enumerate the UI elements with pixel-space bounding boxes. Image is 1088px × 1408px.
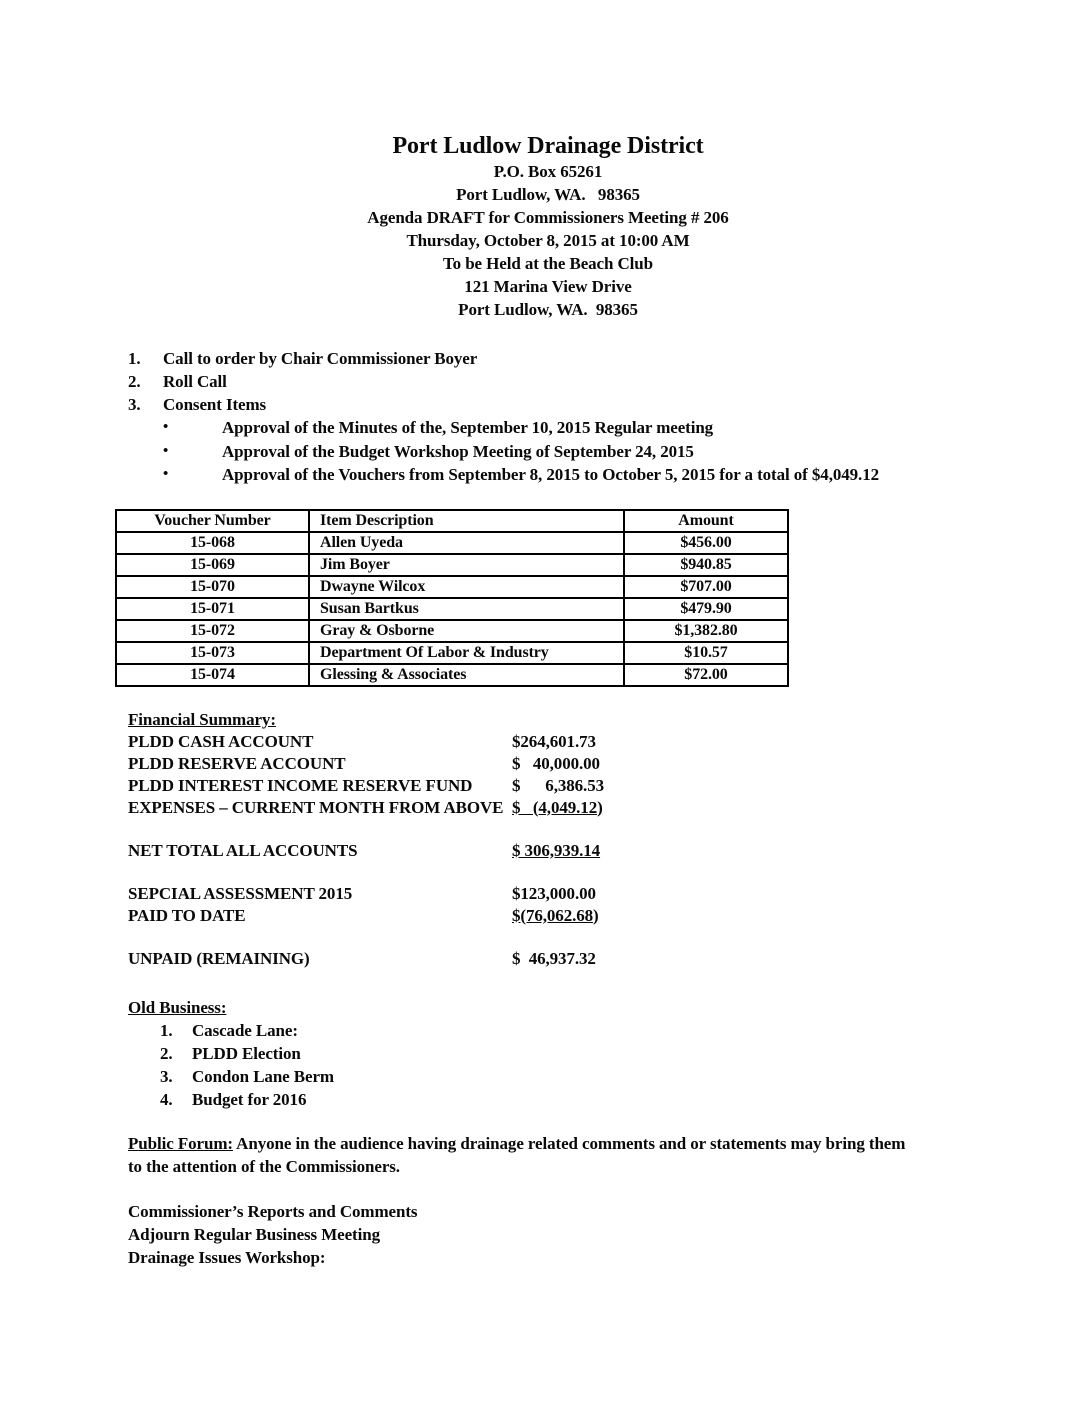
financial-summary-heading: Financial Summary:: [128, 709, 276, 729]
amount-cell: $479.90: [624, 598, 788, 620]
table-row: [116, 532, 788, 554]
agenda-item-text: Roll Call: [163, 372, 227, 391]
public-forum-text: Anyone in the audience having drainage related comments and or statements may bring them to the attention of the Commissioners.: [128, 1133, 906, 1176]
closing-lines: [128, 1200, 968, 1269]
voucher-number-cell: 15-069: [116, 554, 309, 576]
amount-cell: $1,382.80: [624, 620, 788, 642]
document-header: [128, 133, 968, 321]
consent-bullet-item: [128, 440, 968, 464]
table-row: [116, 554, 788, 576]
table-row: [116, 576, 788, 598]
city-state-zip-line-2: Port Ludlow, WA. 98365: [458, 300, 638, 319]
old-business-section: [128, 996, 968, 1111]
financial-row: [128, 840, 968, 862]
financial-row: [128, 775, 968, 797]
financial-row: [128, 753, 968, 775]
item-description-cell: Jim Boyer: [309, 554, 624, 576]
item-description-cell: Gray & Osborne: [309, 620, 624, 642]
financial-value: $ 46,937.32: [512, 948, 596, 968]
agenda-item-number: 1.: [128, 349, 141, 368]
financial-summary: [128, 709, 968, 970]
closing-line-commissioners-reports: Commissioner’s Reports and Comments: [128, 1201, 418, 1221]
financial-label: PLDD RESERVE ACCOUNT: [128, 753, 346, 773]
financial-label: NET TOTAL ALL ACCOUNTS: [128, 840, 358, 860]
voucher-table-header-row: [116, 510, 788, 532]
item-description-cell: Dwayne Wilcox: [309, 576, 624, 598]
table-row: [116, 620, 788, 642]
agenda-item-list: [128, 347, 968, 416]
financial-row: [128, 797, 968, 819]
public-forum-heading: Public Forum:: [128, 1133, 233, 1153]
agenda-item: [128, 370, 968, 393]
old-business-item-text: PLDD Election: [192, 1043, 301, 1063]
consent-bullet-text: Approval of the Budget Workshop Meeting of September 24, 2015: [222, 441, 694, 461]
old-business-list: [128, 1019, 968, 1111]
financial-label: PLDD CASH ACCOUNT: [128, 731, 314, 751]
voucher-number-cell: 15-068: [116, 532, 309, 554]
old-business-item: [128, 1042, 968, 1065]
financial-row: [128, 948, 968, 970]
financial-value: $ 40,000.00: [512, 753, 600, 773]
closing-line-drainage-workshop: Drainage Issues Workshop:: [128, 1247, 326, 1267]
voucher-number-cell: 15-072: [116, 620, 309, 642]
city-state-zip-line: Port Ludlow, WA. 98365: [456, 185, 640, 204]
amount-cell: $456.00: [624, 532, 788, 554]
old-business-heading: Old Business:: [128, 997, 227, 1017]
consent-bullet-text: Approval of the Minutes of the, September 10, 2015 Regular meeting: [222, 418, 714, 437]
old-business-item-text: Cascade Lane:: [192, 1020, 298, 1040]
closing-line-adjourn: Adjourn Regular Business Meeting: [128, 1224, 380, 1244]
old-business-item-number: 3.: [160, 1066, 173, 1086]
table-row: [116, 642, 788, 664]
agenda-item-number: 3.: [128, 395, 141, 414]
agenda-draft-line: Agenda DRAFT for Commissioners Meeting # 206: [367, 208, 729, 227]
table-row: [116, 598, 788, 620]
amount-cell: $707.00: [624, 576, 788, 598]
public-forum-paragraph: [128, 1132, 910, 1178]
voucher-table: [115, 509, 789, 687]
amount-cell: $10.57: [624, 642, 788, 664]
item-description-cell: Susan Bartkus: [309, 598, 624, 620]
voucher-number-cell: 15-070: [116, 576, 309, 598]
meeting-venue-line: To be Held at the Beach Club: [442, 254, 654, 273]
bullet-icon: •: [163, 419, 169, 435]
street-address-line: 121 Marina View Drive: [464, 277, 632, 296]
bullet-icon: •: [163, 466, 169, 482]
old-business-item-number: 2.: [160, 1043, 173, 1063]
old-business-item-text: Condon Lane Berm: [192, 1066, 334, 1086]
item-description-cell: Allen Uyeda: [309, 532, 624, 554]
document-title: Port Ludlow Drainage District: [392, 133, 704, 159]
financial-label: EXPENSES – CURRENT MONTH FROM ABOVE: [128, 797, 504, 817]
financial-label: PAID TO DATE: [128, 905, 246, 925]
old-business-item-text: Budget for 2016: [192, 1089, 307, 1109]
financial-value: $264,601.73: [512, 731, 596, 751]
financial-row: [128, 905, 968, 927]
voucher-number-cell: 15-074: [116, 664, 309, 686]
agenda-item-number: 2.: [128, 372, 141, 391]
voucher-number-cell: 15-071: [116, 598, 309, 620]
voucher-number-cell: 15-073: [116, 642, 309, 664]
consent-bullet-item: [128, 416, 968, 440]
old-business-item: [128, 1019, 968, 1042]
agenda-item: [128, 393, 968, 416]
col-header-voucher-number: Voucher Number: [116, 510, 309, 532]
financial-label: SEPCIAL ASSESSMENT 2015: [128, 883, 353, 903]
financial-value: $ (4,049.12): [512, 797, 603, 817]
financial-label: PLDD INTEREST INCOME RESERVE FUND: [128, 775, 473, 795]
financial-row: [128, 731, 968, 753]
agenda-item-text: Consent Items: [163, 395, 267, 414]
meeting-datetime-line: Thursday, October 8, 2015 at 10:00 AM: [406, 231, 690, 250]
financial-value: $(76,062.68): [512, 905, 599, 925]
consent-bullet-item: [128, 463, 968, 487]
amount-cell: $940.85: [624, 554, 788, 576]
item-description-cell: Department Of Labor & Industry: [309, 642, 624, 664]
old-business-item: [128, 1088, 968, 1111]
old-business-item-number: 1.: [160, 1020, 173, 1040]
item-description-cell: Glessing & Associates: [309, 664, 624, 686]
financial-row: [128, 883, 968, 905]
bullet-icon: •: [163, 442, 169, 459]
col-header-amount: Amount: [624, 510, 788, 532]
col-header-item-description: Item Description: [309, 510, 624, 532]
consent-bullet-text: Approval of the Vouchers from September 8, 2015 to October 5, 2015 for a total of $4,049.12: [222, 465, 879, 484]
financial-label: UNPAID (REMAINING): [128, 948, 310, 968]
po-box-line: P.O. Box 65261: [493, 162, 603, 181]
financial-value: $123,000.00: [512, 883, 596, 903]
old-business-item-number: 4.: [160, 1089, 173, 1109]
financial-value: $ 306,939.14: [512, 840, 601, 860]
consent-bullet-list: [128, 416, 968, 487]
financial-value: $ 6,386.53: [512, 775, 605, 795]
old-business-item: [128, 1065, 968, 1088]
agenda-item: [128, 347, 968, 370]
amount-cell: $72.00: [624, 664, 788, 686]
table-row: [116, 664, 788, 686]
agenda-item-text: Call to order by Chair Commissioner Boyer: [163, 349, 478, 368]
